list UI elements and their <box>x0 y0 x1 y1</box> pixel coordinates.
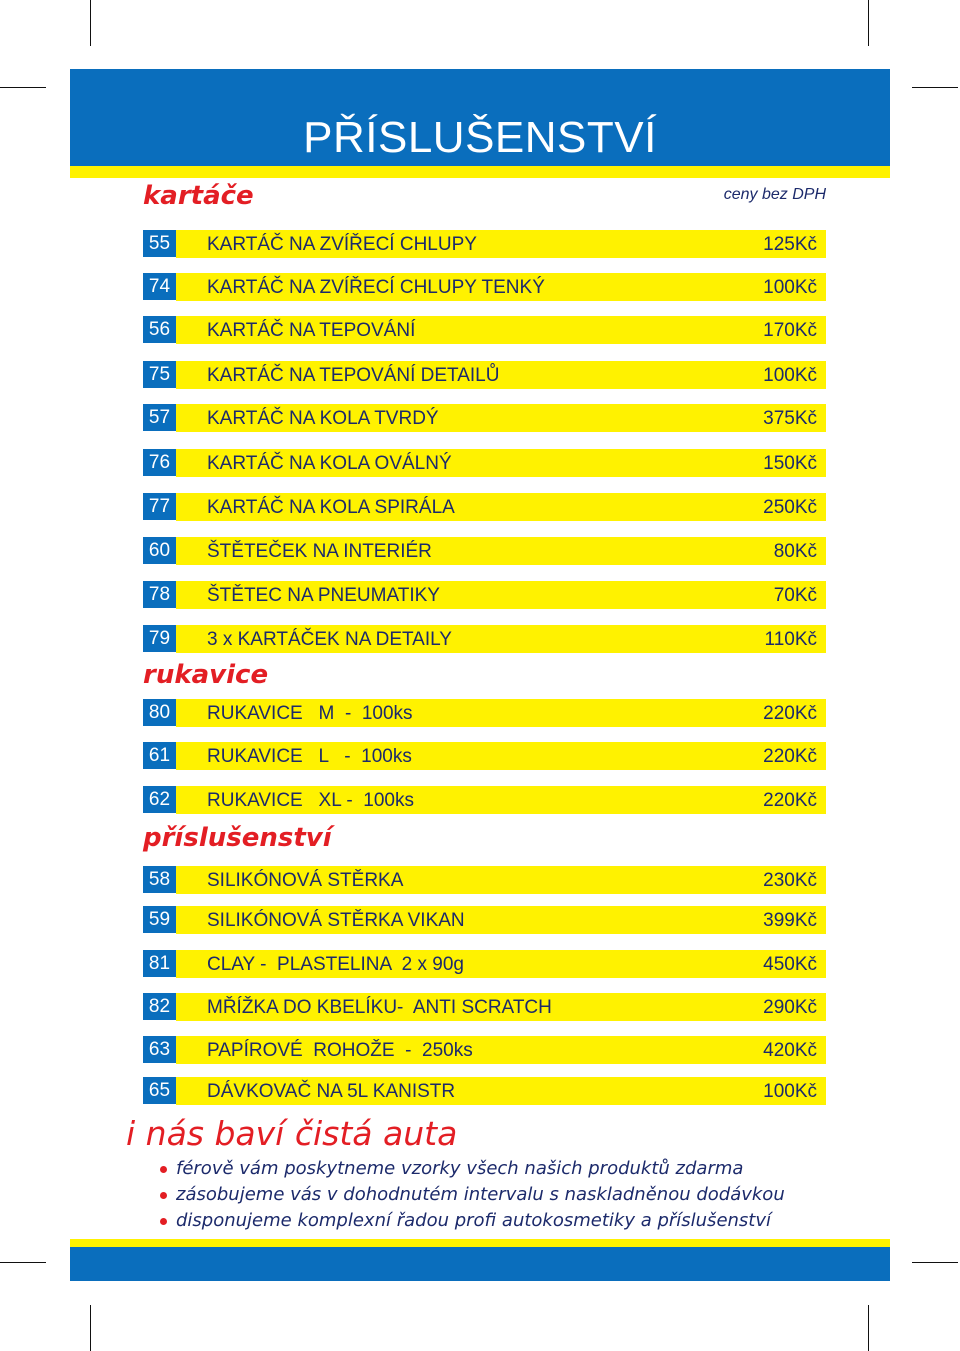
item-name: MŘÍŽKA DO KBELÍKU- ANTI SCRATCH <box>207 997 552 1018</box>
item-name: SILIKÓNOVÁ STĚRKA VIKAN <box>207 910 465 931</box>
item-name: KARTÁČ NA ZVÍŘECÍ CHLUPY TENKÝ <box>207 277 545 298</box>
price-row <box>143 625 826 653</box>
item-name: ŠTĚTEC NA PNEUMATIKY <box>207 585 440 606</box>
price-row <box>143 699 826 727</box>
item-code: 56 <box>143 316 176 343</box>
item-price: 110Kč <box>764 629 817 650</box>
bullet-icon <box>160 1218 167 1225</box>
footer-stripe <box>70 1239 890 1247</box>
item-code: 65 <box>143 1077 176 1104</box>
crop-mark <box>912 87 958 88</box>
benefit-item: disponujeme komplexní řadou profi autokosmetiky a příslušenství <box>160 1208 785 1234</box>
bullet-icon <box>160 1166 167 1173</box>
item-name: KARTÁČ NA TEPOVÁNÍ <box>207 320 416 341</box>
item-name: SILIKÓNOVÁ STĚRKA <box>207 870 404 891</box>
price-row <box>143 906 826 934</box>
item-code: 61 <box>143 742 176 769</box>
item-name: KARTÁČ NA ZVÍŘECÍ CHLUPY <box>207 234 477 255</box>
crop-mark <box>868 0 869 46</box>
section-heading: kartáče <box>143 181 254 211</box>
price-row <box>143 537 826 565</box>
price-row <box>143 316 826 344</box>
section-heading: rukavice <box>143 660 269 690</box>
item-price: 80Kč <box>773 541 817 562</box>
benefit-item: zásobujeme vás v dohodnutém intervalu s naskladněnou dodávkou <box>160 1182 785 1208</box>
price-row <box>143 950 826 978</box>
price-row <box>143 493 826 521</box>
item-price: 420Kč <box>763 1040 817 1061</box>
crop-mark <box>90 1305 91 1351</box>
item-code: 62 <box>143 786 176 813</box>
crop-mark <box>912 1262 958 1263</box>
item-code: 55 <box>143 230 176 257</box>
item-name: CLAY - PLASTELINA 2 x 90g <box>207 954 464 975</box>
item-name: RUKAVICE XL - 100ks <box>207 790 414 811</box>
item-name: ŠTĚTEČEK NA INTERIÉR <box>207 541 432 562</box>
price-row <box>143 404 826 432</box>
item-code: 58 <box>143 866 176 893</box>
crop-mark <box>868 1305 869 1351</box>
item-price: 399Kč <box>763 910 817 931</box>
item-price: 100Kč <box>763 1081 817 1102</box>
item-price: 250Kč <box>763 497 817 518</box>
item-price: 100Kč <box>763 277 817 298</box>
price-row <box>143 1036 826 1064</box>
price-row <box>143 786 826 814</box>
item-price: 220Kč <box>763 746 817 767</box>
item-price: 230Kč <box>763 870 817 891</box>
bullet-icon <box>160 1192 167 1199</box>
section-heading: příslušenství <box>143 823 332 853</box>
slogan: i nás baví čistá auta <box>126 1114 458 1153</box>
item-code: 81 <box>143 950 176 977</box>
item-code: 59 <box>143 906 176 933</box>
price-row <box>143 1077 826 1105</box>
item-price: 125Kč <box>763 234 817 255</box>
item-code: 80 <box>143 699 176 726</box>
item-name: KARTÁČ NA KOLA TVRDÝ <box>207 408 439 429</box>
item-code: 79 <box>143 625 176 652</box>
item-name: 3 x KARTÁČEK NA DETAILY <box>207 629 452 650</box>
item-price: 450Kč <box>763 954 817 975</box>
item-code: 78 <box>143 581 176 608</box>
crop-mark <box>0 1262 46 1263</box>
item-name: RUKAVICE M - 100ks <box>207 703 413 724</box>
price-row <box>143 866 826 894</box>
item-price: 70Kč <box>773 585 817 606</box>
item-price: 290Kč <box>763 997 817 1018</box>
benefit-item: férově vám poskytneme vzorky všech našich produktů zdarma <box>160 1156 785 1182</box>
price-row <box>143 230 826 258</box>
item-price: 220Kč <box>763 790 817 811</box>
price-row <box>143 742 826 770</box>
item-name: KARTÁČ NA KOLA SPIRÁLA <box>207 497 455 518</box>
crop-mark <box>90 0 91 46</box>
price-note: ceny bez DPH <box>723 186 826 203</box>
item-code: 63 <box>143 1036 176 1063</box>
item-code: 75 <box>143 361 176 388</box>
item-name: KARTÁČ NA TEPOVÁNÍ DETAILŮ <box>207 365 500 386</box>
item-name: PAPÍROVÉ ROHOŽE - 250ks <box>207 1040 473 1061</box>
item-code: 60 <box>143 537 176 564</box>
item-price: 220Kč <box>763 703 817 724</box>
item-name: DÁVKOVAČ NA 5L KANISTR <box>207 1081 456 1102</box>
page-title: PŘÍSLUŠENSTVÍ <box>303 113 657 162</box>
header-stripe <box>70 166 890 178</box>
item-name: RUKAVICE L - 100ks <box>207 746 412 767</box>
price-row <box>143 449 826 477</box>
item-code: 74 <box>143 273 176 300</box>
price-row <box>143 361 826 389</box>
item-price: 100Kč <box>763 365 817 386</box>
benefits-list <box>160 1156 785 1234</box>
price-row <box>143 993 826 1021</box>
item-price: 170Kč <box>763 320 817 341</box>
price-row <box>143 273 826 301</box>
footer-band <box>70 1247 890 1281</box>
price-row <box>143 581 826 609</box>
item-name: KARTÁČ NA KOLA OVÁLNÝ <box>207 453 452 474</box>
item-code: 82 <box>143 993 176 1020</box>
item-code: 77 <box>143 493 176 520</box>
crop-mark <box>0 87 46 88</box>
item-price: 375Kč <box>763 408 817 429</box>
item-code: 57 <box>143 404 176 431</box>
item-price: 150Kč <box>763 453 817 474</box>
item-code: 76 <box>143 449 176 476</box>
